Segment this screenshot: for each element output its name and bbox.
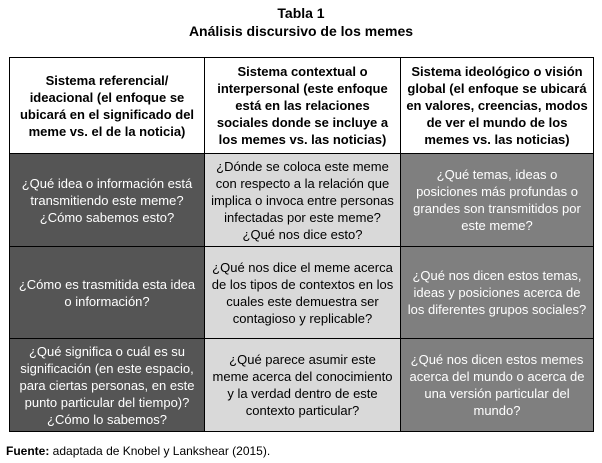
header-ideological-system: Sistema ideológico o visión global (el enfoque se ubicará en valores, creencias, modos de ver el mundo de los memes vs. las noticias) [401,58,594,154]
table-title-block [0,4,602,41]
table-cell: ¿Qué nos dicen estos temas, ideas y posiciones acerca de los diferentes grupos sociales? [401,247,594,339]
table-row [10,247,594,339]
source-text: adaptada de Knobel y Lankshear (2015). [49,444,271,458]
table-cell: ¿Qué parece asumir este meme acerca del conocimiento y la verdad dentro de este contexto particular? [205,339,401,432]
table-cell: ¿Dónde se coloca este meme con respecto a la relación que implica o invoca entre personas infectadas por este meme? ¿Qué nos dice esto? [205,154,401,247]
source-label: Fuente: [6,444,50,458]
header-row [10,58,594,154]
table-cell: ¿Qué idea o información está transmitiendo este meme? ¿Cómo sabemos esto? [10,154,205,247]
table-row [10,154,594,247]
table-cell: ¿Qué nos dice el meme acerca de los tipos de contextos en los cuales este demuestra ser contagioso y replicable? [205,247,401,339]
table-cell: ¿Cómo es trasmitida esta idea o información? [10,247,205,339]
table-cell: ¿Qué temas, ideas o posiciones más profundas o grandes son transmitidos por este meme? [401,154,594,247]
header-referential-system: Sistema referencial/ ideacional (el enfoque se ubicará en el significado del meme vs. el de la noticia) [10,58,205,154]
meme-analysis-table [9,57,594,432]
header-contextual-system: Sistema contextual o interpersonal (este enfoque está en las relaciones sociales donde se incluye a los memes vs. las noticias) [205,58,401,154]
table-row [10,339,594,432]
table-cell: ¿Qué significa o cuál es su significación (en este espacio, para ciertas personas, en este punto particular del tiempo)? ¿Cómo lo sabemos? [10,339,205,432]
table-cell: ¿Qué nos dicen estos memes acerca del mundo o acerca de una versión particular del mundo? [401,339,594,432]
source-note [6,444,270,459]
table-caption: Análisis discursivo de los memes [188,23,414,39]
table-number: Tabla 1 [277,5,325,21]
